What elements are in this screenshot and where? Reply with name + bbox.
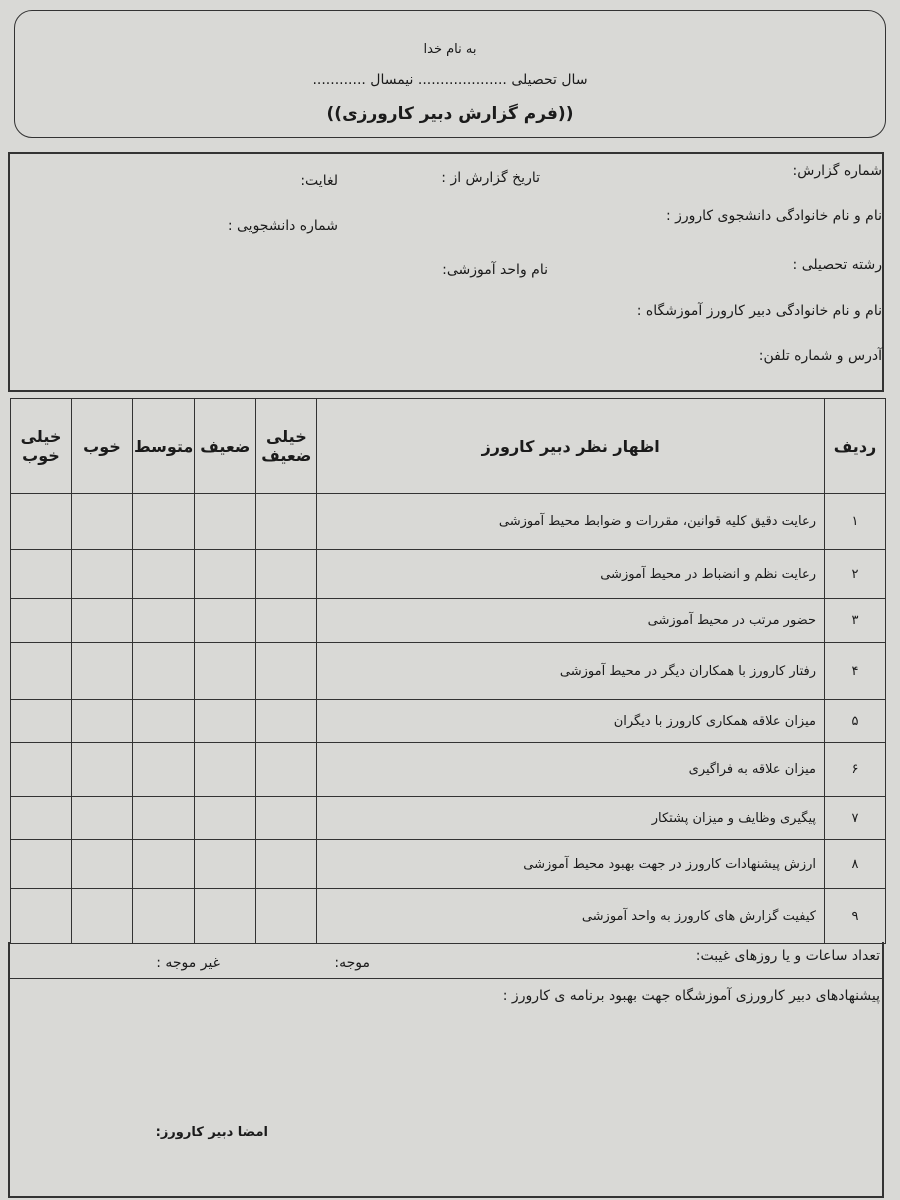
row-number: ۵ bbox=[825, 700, 886, 743]
justified-absence-field[interactable]: موجه: bbox=[334, 955, 370, 971]
table-row bbox=[11, 743, 886, 797]
row-number: ۹ bbox=[825, 889, 886, 944]
header-very-weak: خیلی ضعیف bbox=[256, 399, 317, 494]
rating-cell-very-good[interactable] bbox=[11, 743, 72, 797]
rating-cell-weak[interactable] bbox=[195, 797, 256, 840]
row-item-text: میزان علاقه همکاری کارورز با دیگران bbox=[317, 700, 825, 743]
row-number: ۱ bbox=[825, 494, 886, 550]
rating-cell-very-weak[interactable] bbox=[256, 840, 317, 889]
rating-cell-good[interactable] bbox=[72, 494, 133, 550]
rating-cell-very-good[interactable] bbox=[11, 550, 72, 599]
row-item-text: میزان علاقه به فراگیری bbox=[317, 743, 825, 797]
table-row bbox=[11, 889, 886, 944]
row-item-text: حضور مرتب در محیط آموزشی bbox=[317, 599, 825, 643]
rating-cell-very-good[interactable] bbox=[11, 494, 72, 550]
academic-year-line: سال تحصیلی .................... نیمسال ............ bbox=[312, 72, 588, 88]
row-item-text: رفتار کارورز با همکاران دیگر در محیط آموزشی bbox=[317, 643, 825, 700]
bismillah: به نام خدا bbox=[423, 42, 477, 57]
rating-cell-average[interactable] bbox=[133, 889, 195, 944]
rating-cell-very-weak[interactable] bbox=[256, 550, 317, 599]
table-row bbox=[11, 550, 886, 599]
report-number-field[interactable]: شماره گزارش: bbox=[792, 163, 882, 179]
table-row bbox=[11, 643, 886, 700]
row-item-text: رعایت دقیق کلیه قوانین، مقررات و ضوابط محیط آموزشی bbox=[317, 494, 825, 550]
rating-cell-very-weak[interactable] bbox=[256, 700, 317, 743]
rating-cell-good[interactable] bbox=[72, 599, 133, 643]
row-item-text: ارزش پیشنهادات کارورز در جهت بهبود محیط آموزشی bbox=[317, 840, 825, 889]
table-row bbox=[11, 700, 886, 743]
rating-cell-weak[interactable] bbox=[195, 550, 256, 599]
report-date-to-field[interactable]: لغایت: bbox=[300, 173, 338, 189]
header-very-good: خیلی خوب bbox=[11, 399, 72, 494]
rating-cell-very-good[interactable] bbox=[11, 889, 72, 944]
header-row-number: ردیف bbox=[825, 399, 886, 494]
rating-cell-very-good[interactable] bbox=[11, 840, 72, 889]
table-header-row bbox=[11, 399, 886, 494]
rating-cell-weak[interactable] bbox=[195, 889, 256, 944]
rating-cell-very-weak[interactable] bbox=[256, 494, 317, 550]
rating-cell-average[interactable] bbox=[133, 743, 195, 797]
field-of-study-field[interactable]: رشته تحصیلی : bbox=[792, 257, 882, 273]
rating-cell-average[interactable] bbox=[133, 797, 195, 840]
evaluation-table bbox=[10, 398, 886, 944]
rating-cell-average[interactable] bbox=[133, 550, 195, 599]
unjustified-label: غیر موجه : bbox=[156, 955, 220, 971]
address-phone-field[interactable]: آدرس و شماره تلفن: bbox=[758, 348, 882, 364]
rating-cell-average[interactable] bbox=[133, 494, 195, 550]
student-name-field[interactable]: نام و نام خانوادگی دانشجوی کارورز : bbox=[665, 208, 882, 224]
row-number: ۴ bbox=[825, 643, 886, 700]
signature-field[interactable]: امضا دبیر کارورز: bbox=[155, 1125, 268, 1140]
table-row bbox=[11, 797, 886, 840]
table-row bbox=[11, 840, 886, 889]
rating-cell-good[interactable] bbox=[72, 550, 133, 599]
bottom-section bbox=[8, 942, 884, 1198]
rating-cell-very-good[interactable] bbox=[11, 599, 72, 643]
row-item-text: کیفیت گزارش های کارورز به واحد آموزشی bbox=[317, 889, 825, 944]
suggestions-field[interactable]: پیشنهادهای دبیر کارورزی آموزشگاه جهت بهبود برنامه ی کارورز : bbox=[502, 988, 880, 1004]
rating-cell-very-weak[interactable] bbox=[256, 599, 317, 643]
rating-cell-weak[interactable] bbox=[195, 599, 256, 643]
row-item-text: پیگیری وظایف و میزان پشتکار bbox=[317, 797, 825, 840]
form-title: ((فرم گزارش دبیر کارورزی)) bbox=[326, 104, 574, 124]
rating-cell-weak[interactable] bbox=[195, 840, 256, 889]
header-good: خوب bbox=[72, 399, 133, 494]
rating-cell-very-weak[interactable] bbox=[256, 743, 317, 797]
rating-cell-average[interactable] bbox=[133, 643, 195, 700]
rating-cell-good[interactable] bbox=[72, 743, 133, 797]
rating-cell-good[interactable] bbox=[72, 840, 133, 889]
header-average: متوسط bbox=[133, 399, 195, 494]
rating-cell-very-weak[interactable] bbox=[256, 797, 317, 840]
rating-cell-weak[interactable] bbox=[195, 643, 256, 700]
rating-cell-very-weak[interactable] bbox=[256, 889, 317, 944]
rating-cell-good[interactable] bbox=[72, 700, 133, 743]
row-number: ۲ bbox=[825, 550, 886, 599]
rating-cell-very-good[interactable] bbox=[11, 700, 72, 743]
divider bbox=[8, 978, 884, 979]
rating-cell-average[interactable] bbox=[133, 599, 195, 643]
rating-cell-very-good[interactable] bbox=[11, 797, 72, 840]
unjustified-absence-field[interactable] bbox=[156, 955, 280, 971]
header-weak: ضعیف bbox=[195, 399, 256, 494]
row-number: ۷ bbox=[825, 797, 886, 840]
rating-cell-very-weak[interactable] bbox=[256, 643, 317, 700]
row-item-text: رعایت نظم و انضباط در محیط آموزشی bbox=[317, 550, 825, 599]
rating-cell-good[interactable] bbox=[72, 643, 133, 700]
rating-cell-weak[interactable] bbox=[195, 700, 256, 743]
unit-name-field[interactable]: نام واحد آموزشی: bbox=[442, 262, 548, 278]
student-id-field[interactable]: شماره دانشجویی : bbox=[227, 218, 338, 234]
teacher-name-field[interactable]: نام و نام خانوادگی دبیر کارورز آموزشگاه : bbox=[636, 303, 882, 319]
table-row bbox=[11, 494, 886, 550]
rating-cell-average[interactable] bbox=[133, 700, 195, 743]
absence-label: تعداد ساعات و یا روزهای غیبت: bbox=[695, 948, 880, 964]
rating-cell-weak[interactable] bbox=[195, 743, 256, 797]
table-row bbox=[11, 599, 886, 643]
rating-cell-good[interactable] bbox=[72, 797, 133, 840]
rating-cell-very-good[interactable] bbox=[11, 643, 72, 700]
rating-cell-average[interactable] bbox=[133, 840, 195, 889]
row-number: ۳ bbox=[825, 599, 886, 643]
row-number: ۸ bbox=[825, 840, 886, 889]
rating-cell-good[interactable] bbox=[72, 889, 133, 944]
report-date-from-field[interactable]: تاریخ گزارش از : bbox=[441, 170, 540, 186]
header-item: اظهار نظر دبیر کارورز bbox=[317, 399, 825, 494]
rating-cell-weak[interactable] bbox=[195, 494, 256, 550]
row-number: ۶ bbox=[825, 743, 886, 797]
